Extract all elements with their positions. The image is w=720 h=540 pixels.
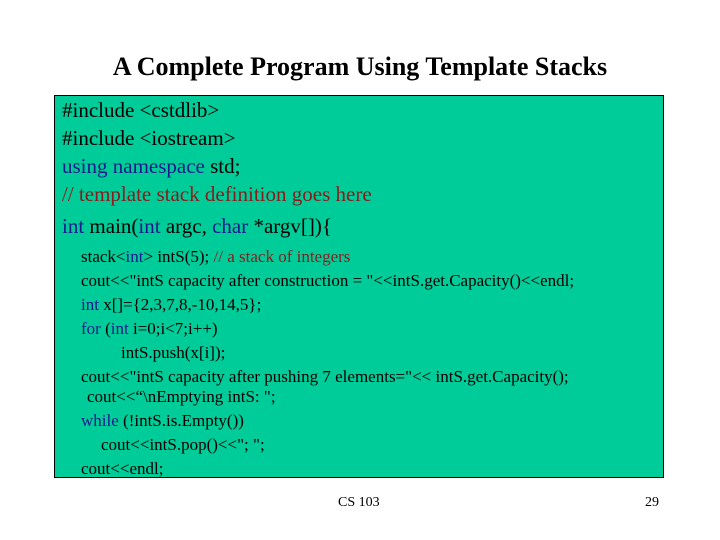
code-text: > intS(5); (143, 247, 214, 266)
keyword: while (81, 411, 119, 430)
keyword: int (62, 214, 85, 238)
keyword: int (138, 214, 161, 238)
code-line-while-loop (81, 410, 244, 432)
code-line-push: intS.push(x[i]); (121, 343, 226, 362)
code-line-main-signature (62, 212, 332, 240)
keyword: for (81, 319, 101, 338)
keyword: char (212, 214, 249, 238)
code-line-cout-pop: cout<<intS.pop()<<"; "; (101, 435, 265, 454)
code-text: x[]={2,3,7,8,-10,14,5}; (98, 295, 262, 314)
code-line-cout-endl: cout<<endl; (81, 459, 164, 478)
code-block (54, 95, 664, 478)
code-text: main( (84, 214, 139, 238)
code-text: i=0;i<7;i++) (128, 319, 218, 338)
code-comment: // a stack of integers (213, 247, 351, 266)
keyword: using namespace (62, 154, 205, 178)
code-text: ( (100, 319, 111, 338)
code-line-for-loop (81, 318, 218, 340)
code-line-array-declaration (81, 294, 261, 316)
code-text: std; (204, 154, 241, 178)
slide-title: A Complete Program Using Template Stacks (112, 52, 608, 81)
keyword: int (125, 247, 144, 266)
code-text: stack< (81, 247, 126, 266)
code-line-stack-declaration (81, 246, 350, 268)
keyword: int (81, 295, 99, 314)
code-text: (!intS.is.Empty()) (118, 411, 244, 430)
code-line-cout-capacity: cout<<"intS capacity after pushing 7 elements="<< intS.get.Capacity(); (81, 367, 569, 386)
code-text: *argv[]){ (248, 214, 332, 238)
keyword: int (110, 319, 129, 338)
code-line-using-namespace (62, 152, 240, 180)
code-text: argc, (160, 214, 213, 238)
code-line-include-cstdlib: #include <cstdlib> (62, 98, 220, 122)
code-line-comment: // template stack definition goes here (62, 182, 372, 206)
footer-course: CS 103 (338, 495, 380, 510)
page-number: 29 (645, 495, 659, 510)
code-line-include-iostream: #include <iostream> (62, 126, 236, 150)
code-line-cout-emptying: cout<<“\nEmptying intS: "; (87, 387, 276, 406)
code-line-cout-construction: cout<<"intS capacity after construction = "<<intS.get.Capacity()<<endl; (81, 271, 575, 290)
